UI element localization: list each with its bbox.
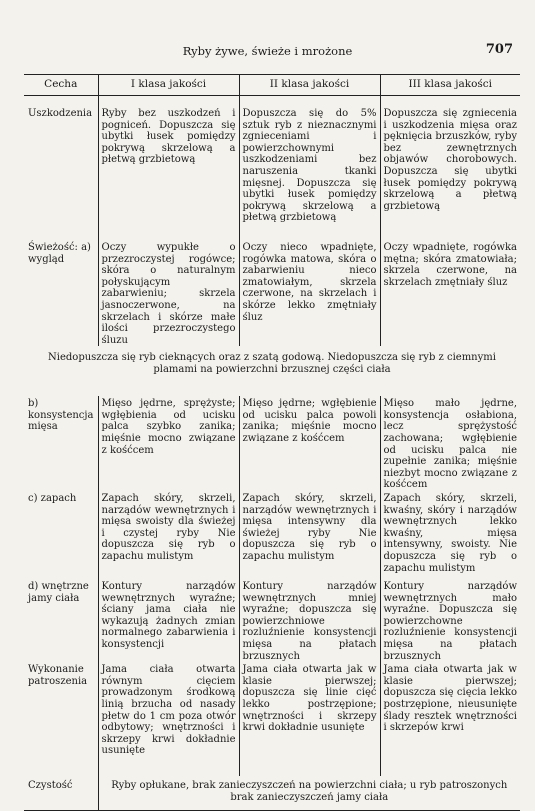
column-header-feature: Cecha [24,75,98,96]
class-3-cell: Dopuszcza się zgniecenia i uszkodzenia mięsa oraz pęknięcia brzuszków, ryby bez zewnętrznych objawów chorobowych. Dopuszcza się ubytki łusek pomiędzy pokrywą skrzelową a płetwą grzbietową [380,96,520,224]
feature-cell: Uszkodzenia [28,108,93,119]
table-row [24,491,520,577]
table-row [24,396,520,491]
class-2-cell: Jama ciała otwarta jak w klasie pierwszej; dopuszcza się linie cięć lekko postrzępione; wnętrzności i skrzepy krwi dokładnie usunięte [239,662,380,776]
class-1-cell: Mięso jędrne, sprężyste; wgłębienia od ucisku palca szybko zanika; mięśnie mocno związane z kośćcem [98,396,239,491]
class-3-cell: Oczy wpadnięte, rogówka mętna; skóra zmatowiała; skrzela czerwone, na skrzelach zmętniały śluz [380,224,520,346]
cleanliness-cell: Ryby opłukane, brak zanieczyszczeń na powierzchni ciała; u ryb patroszonych brak zanieczyszczeń jamy ciała [98,776,520,810]
class-2-cell: Oczy nieco wpadnięte, rogówka matowa, skóra o zabarwieniu nieco zmatowiałym, skrzela czerwone, na skrzelach i skórze lekko zmętniały śluz [239,224,380,346]
class-1-cell: Jama ciała otwarta równym cięciem prowadzonym środkową linią brzucha od nasady płetw do 1 cm poza otwór odbytowy; wnętrzności i skrzepy krwi dokładnie usunięte [98,662,239,776]
class-1-cell: Oczy wypukłe o przezroczystej rogówce; skóra o naturalnym połyskującym zabarwieniu; skrzela jasnoczerwone, na skrzelach i skórze małe ilości przezroczystego śluzu [98,224,239,346]
quality-table [24,74,520,811]
table-row [24,224,520,346]
feature-cell: Świeżość: a) wygląd [28,241,91,265]
freshness-note: Niedopuszcza się ryb cieknących oraz z szatą godową. Niedopuszcza się ryb z ciemnymi plamami na powierzchni brzusznej części ciała [48,352,496,375]
class-2-cell: Kontury narządów wewnętrznych mniej wyraźne; dopuszcza się powierzchniowe rozluźnienie konsystencji mięsa na płatach brzusznych [239,577,380,662]
column-header-class-2: II klasa jakości [239,75,380,96]
feature-cell: Czystość [24,776,98,810]
feature-cell: c) zapach [28,493,77,505]
class-3-cell: Jama ciała otwarta jak w klasie pierwszej; dopuszcza się cięcia lekko postrzępione, nieusunięte ślady resztek wnętrzności i skrzepów krwi [380,662,520,776]
class-3-cell: Mięso mało jędrne, konsystencja osłabiona, lecz sprężystość zachowana; wgłębienie od ucisku palca nie zupełnie zanika; mięśnie niezbyt mocno związane z kośćcem [380,396,520,491]
feature-cell: d) wnętrzne jamy ciała [28,581,89,604]
feature-cell: b) konsystencja mięsa [28,398,94,433]
table-row [24,577,520,662]
class-1-cell: Kontury narządów wewnętrznych wyraźne; ściany jama ciała nie wykazują żadnych zmian normalnego zabarwienia i konsystencji [98,577,239,662]
feature-cell: Wykonanie patroszenia [28,664,88,687]
class-2-cell: Dopuszcza się do 5% sztuk ryb z nieznacznymi zgnieceniami i powierzchownymi uszkodzeniami bez naruszenia tkanki mięsnej. Dopuszcza się ubytki łusek pomiędzy pokrywą skrzelową a płetwą grzbietową [239,96,380,224]
table-row [24,96,520,224]
page-number: 707 [485,42,513,57]
class-3-cell: Zapach skóry, skrzeli, kwaśny, skóry i narządów wewnętrznych lekko kwaśny, mięsa intensywny, swoisty. Nie dopuszcza się ryb o zapachu mulistym [380,491,520,577]
column-header-class-1: I klasa jakości [98,75,239,96]
class-1-cell: Ryby bez uszkodzeń i pogniceń. Dopuszcza się ubytki łusek pomiędzy pokrywą skrzelową a płetwą grzbietową [98,96,239,224]
class-1-cell: Zapach skóry, skrzeli, narządów wewnętrznych i mięsa swoisty dla świeżej i czystej ryby Nie dopuszcza się ryb o zapachu mulistym [98,491,239,577]
running-title: Ryby żywe, świeże i mrożone [182,44,353,58]
table-note-row [24,346,520,396]
table-header-row [24,75,520,96]
class-2-cell: Zapach skóry, skrzeli, narządów wewnętrznych i mięsa intensywny dla świeżej ryby Nie dopuszcza się ryb o zapachu mulistym [239,491,380,577]
running-header [0,42,535,64]
column-header-class-3: III klasa jakości [380,75,520,96]
class-3-cell: Kontury narządów wewnętrznych mało wyraźne. Dopuszcza się powierzchowne rozluźnienie konsystencji mięsa na płatach brzusznych [380,577,520,662]
class-2-cell: Mięso jędrne; wgłębienie od ucisku palca powoli zanika; mięśnie mocno związane z kośćcem [239,396,380,491]
table-row [24,776,520,810]
table-row [24,662,520,776]
